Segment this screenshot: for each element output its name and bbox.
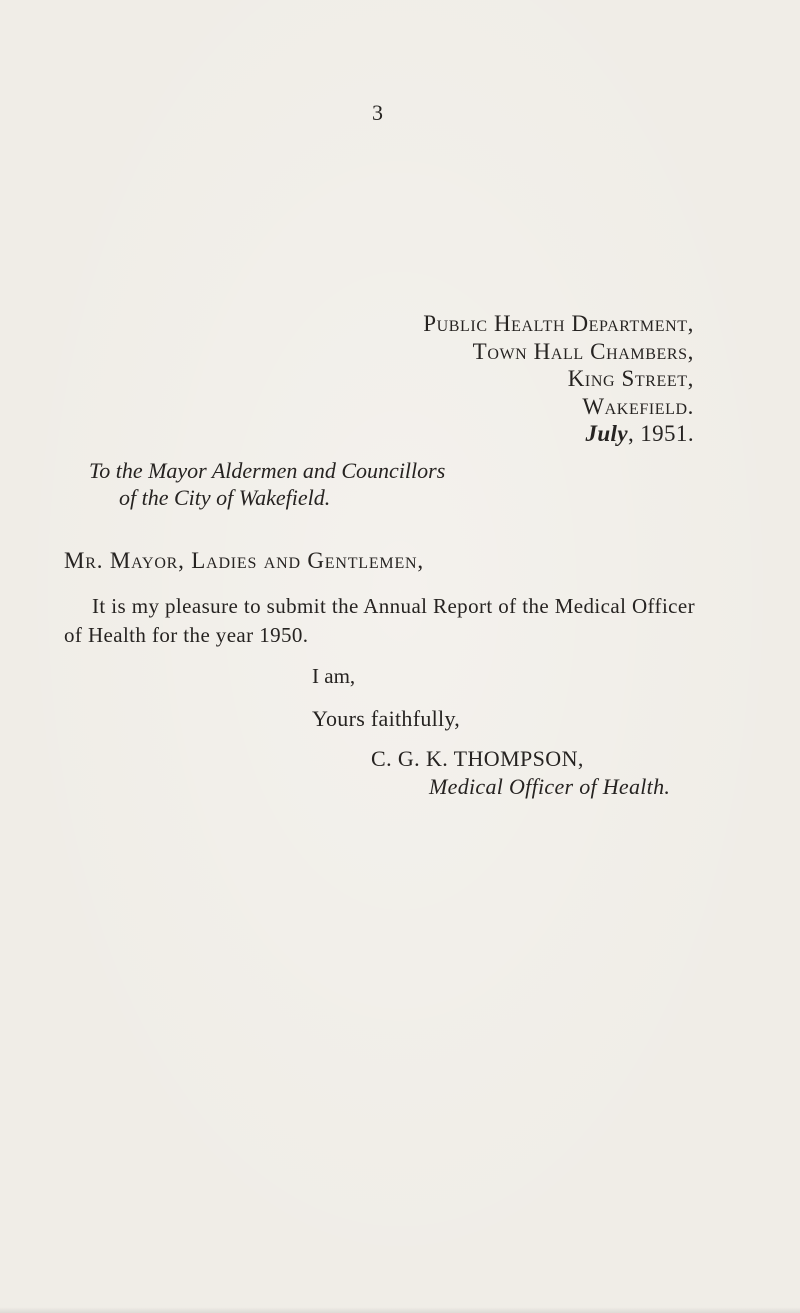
closing-line-1: I am, (312, 664, 356, 688)
address-line-department: Public Health Department, (423, 311, 694, 336)
sender-address (423, 310, 694, 448)
closing-line-2: Yours faithfully, (312, 706, 461, 731)
addressee (89, 457, 445, 511)
letter-body: It is my pleasure to submit the Annual Report of the Medical Officer of Health for the year 1950. (64, 594, 696, 647)
greeting: Mr. Mayor, Ladies and Gentlemen, (64, 548, 424, 573)
address-line-building: Town Hall Chambers, (472, 338, 694, 364)
address-line-city: Wakefield. (582, 393, 694, 419)
page-number: 3 (372, 100, 383, 125)
signature-title: Medical Officer of Health. (429, 774, 671, 799)
address-line-street: King Street, (567, 366, 694, 391)
addressee-line-2: of the City of Wakefield. (119, 485, 331, 510)
scan-edge-shadow (0, 1307, 800, 1313)
letter-date-month: July (585, 421, 628, 446)
signature-name: C. G. K. THOMPSON, (371, 746, 584, 771)
letter-date (423, 420, 694, 448)
letter-date-year: , 1951. (627, 421, 694, 446)
addressee-line-1: To the Mayor Aldermen and Councillors (89, 458, 446, 483)
